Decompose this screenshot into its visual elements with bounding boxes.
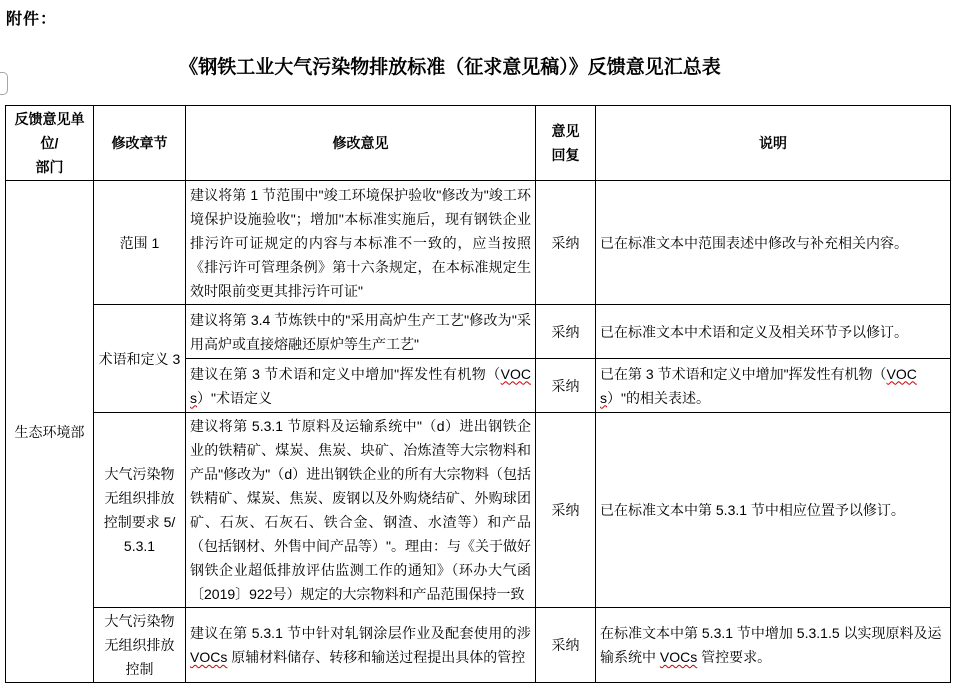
page-edge-widget [0, 72, 8, 95]
opinion-text: 原辅材料储存、转移和输送过程提出具体的管控 [227, 649, 526, 665]
spellcheck-term: VOCs [190, 649, 228, 665]
opinion-text: 建议在第 3 节术语和定义中增加"挥发性有机物（ [190, 365, 501, 382]
spellcheck-term: VOCs [659, 649, 698, 665]
note-text: 已在标准文本中范围表述中修改与补充相关内容。 [600, 234, 908, 251]
spellcheck-term: VOCs [190, 365, 531, 406]
cell-note-3 [596, 413, 951, 608]
opinion-text: 建议将第 5.3.1 节原料及运输系统中"（d）进出钢铁企业的铁精矿、煤炭、焦炭、块矿、冶炼渣等大宗物料和产品"修改为"（d）进出钢铁企业的所有大宗物料（包括铁精矿、煤炭、焦炭、废钢以及外购烧结矿、外购球团矿、石灰、石灰石、铁合金、钢渣、水渣等）和产品（包括钢材、外售中间产品等）"。理由：与《关于做好钢铁企业超低排放评估监测工作的通知》（环办大气函〔2019〕922号）规定的大宗物料和产品范围保持一致 [190, 418, 531, 602]
table-row [6, 413, 951, 608]
spellcheck-term: VOCs [600, 365, 917, 406]
header-unit-line1: 反馈意见单位/ [14, 111, 85, 151]
cell-opinion-1 [186, 181, 536, 305]
cell-opinion-3 [186, 413, 536, 608]
cell-reply-1: 采纳 [536, 181, 596, 305]
cell-chapter-4: 大气污染物无组织排放控制 [94, 608, 186, 683]
cell-chapter-2: 术语和定义 3 [94, 305, 186, 413]
header-note: 说明 [596, 106, 951, 181]
note-text: ）"的相关表述。 [607, 389, 710, 406]
opinion-text: 建议将第 3.4 节炼铁中的"采用高炉生产工艺"修改为"采用高炉或直接熔融还原炉等生产工艺" [190, 311, 531, 352]
feedback-summary-table [5, 105, 951, 683]
table-header-row [6, 106, 951, 181]
note-text: 已在标准文本中第 5.3.1 节中相应位置予以修订。 [600, 502, 905, 518]
cell-note-2b [596, 359, 951, 413]
attachment-label: 附件： [6, 11, 58, 28]
cell-opinion-2b [186, 359, 536, 413]
cell-chapter-3: 大气污染物无组织排放控制要求 5/5.3.1 [94, 413, 186, 608]
header-unit [6, 106, 94, 181]
note-text: 已在第 3 节术语和定义中增加"挥发性有机物（ [600, 365, 887, 382]
cell-note-2a [596, 305, 951, 359]
header-reply-line2: 回复 [551, 147, 580, 163]
note-text: 管控要求。 [697, 649, 772, 665]
cell-note-4 [596, 608, 951, 683]
header-chapter: 修改章节 [94, 106, 186, 181]
cell-reply-3: 采纳 [536, 413, 596, 608]
cell-chapter-1: 范围 1 [94, 181, 186, 305]
header-reply [536, 106, 596, 181]
opinion-text: 建议在第 5.3.1 节中针对轧钢涂层作业及配套使用的涉 [190, 625, 531, 641]
cell-reply-4: 采纳 [536, 608, 596, 683]
cell-opinion-4 [186, 608, 536, 683]
cell-reply-2a: 采纳 [536, 305, 596, 359]
opinion-text: ）"术语定义 [197, 389, 272, 406]
header-reply-line1: 意见 [551, 123, 580, 139]
header-unit-line2: 部门 [35, 159, 64, 175]
opinion-text: 建议将第 1 节范围中"竣工环境保护验收"修改为"竣工环境保护设施验收"；增加"本标准实施后，现有钢铁企业排污许可证规定的内容与本标准不一致的，应当按照《排污许可管理条例》第十六条规定，在本标准规定生效时限前变更其排污许可证" [190, 186, 531, 299]
cell-reply-2b: 采纳 [536, 359, 596, 413]
header-opinion: 修改意见 [186, 106, 536, 181]
table-row [6, 181, 951, 305]
note-text: 在标准文本中第 5.3.1 节中增加 5.3.1.5 以实现原料及运输系统中 [600, 625, 942, 665]
note-text: 已在标准文本中术语和定义及相关环节予以修订。 [600, 323, 908, 340]
table-row [6, 608, 951, 683]
table-row [6, 305, 951, 359]
page-title: 《钢铁工业大气污染物排放标准（征求意见稿）》反馈意见汇总表 [179, 57, 721, 78]
cell-note-1 [596, 181, 951, 305]
cell-unit: 生态环境部 [6, 181, 94, 683]
cell-opinion-2a [186, 305, 536, 359]
